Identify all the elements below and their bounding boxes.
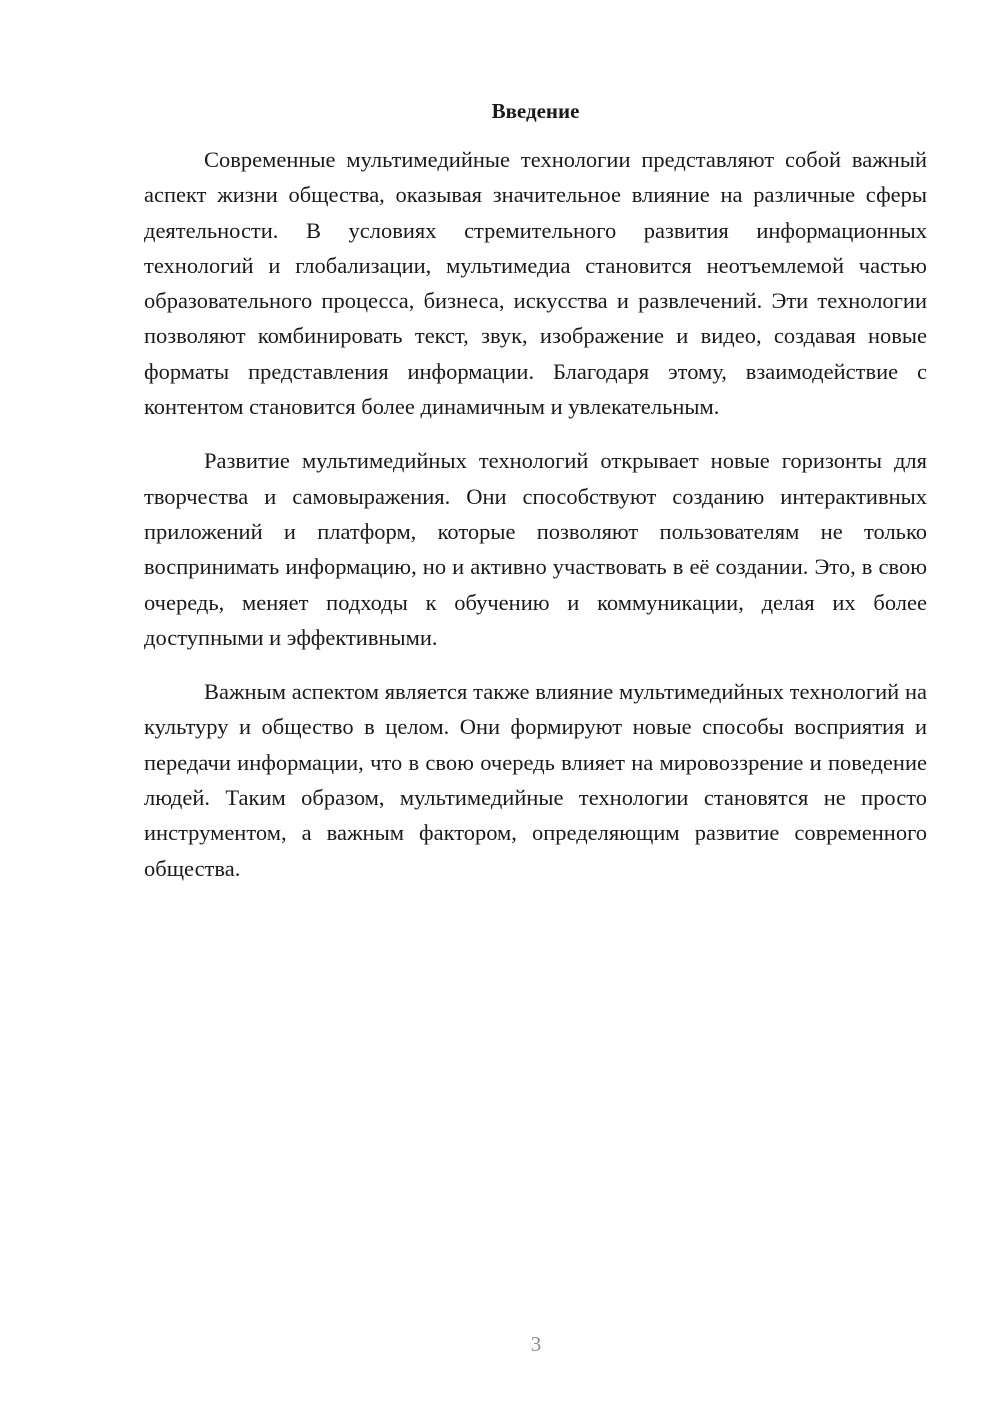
paragraph-3: Важным аспектом является также влияние мультимедийных технологий на культуру и общество в целом. Они формируют новые способы восприятия и передачи информации, что в свою очередь влияет на мировоззрение и поведение людей. Таким образом, мультимедийные технологии становятся не просто инструментом, а важным фактором, определяющим развитие современного общества. bbox=[144, 679, 927, 881]
page-title: Введение bbox=[491, 99, 580, 123]
paragraph-1: Современные мультимедийные технологии представляют собой важный аспект жизни общества, оказывая значительное влияние на различные сферы деятельности. В условиях стремительного развития информационных технологий и глобализации, мультимедиа становится неотъемлемой частью образовательного процесса, бизнеса, искусства и развлечений. Эти технологии позволяют комбинировать текст, звук, изображение и видео, создавая новые форматы представления информации. Благодаря этому, взаимодействие с контентом становится более динамичным и увлекательным. bbox=[144, 147, 927, 420]
paragraph-2: Развитие мультимедийных технологий открывает новые горизонты для творчества и самовыражения. Они способствуют созданию интерактивных приложений и платформ, которые позволяют пользователям не только воспринимать информацию, но и активно участвовать в её создании. Это, в свою очередь, меняет подходы к обучению и коммуникации, делая их более доступными и эффективными. bbox=[144, 448, 927, 650]
page-number: 3 bbox=[530, 1332, 542, 1356]
body-text bbox=[144, 142, 927, 905]
